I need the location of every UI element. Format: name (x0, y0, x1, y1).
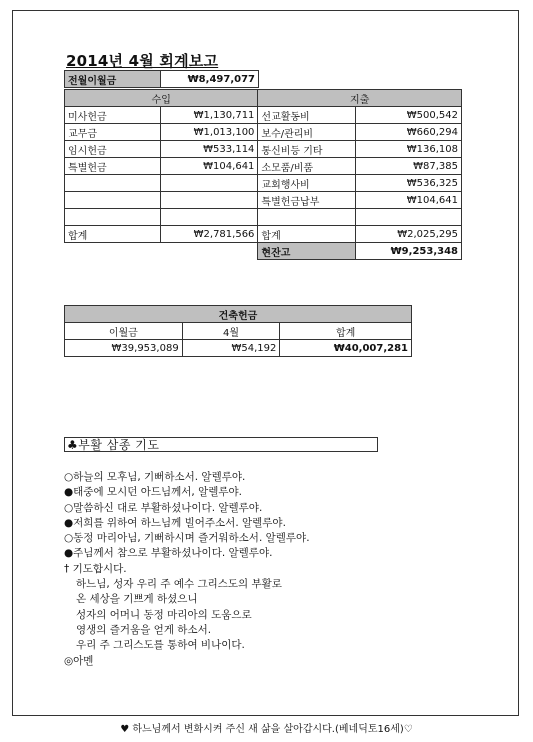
income-amount: ₩104,641 (160, 158, 258, 175)
empty-cell (65, 175, 161, 192)
empty-cell (356, 209, 462, 226)
table-row (65, 209, 462, 226)
expense-label: 통신비등 기타 (258, 141, 356, 158)
expense-label: 교회행사비 (258, 175, 356, 192)
empty-cell (160, 192, 258, 209)
building-header: 4월 (182, 323, 280, 340)
building-total: ₩40,007,281 (280, 340, 412, 357)
prayer-line: 우리 주 그리스도를 통하여 비나이다. (76, 639, 245, 652)
carryover-amount: ₩8,497,077 (161, 71, 259, 88)
building-fund-table (64, 305, 412, 357)
prayer-line: 영생의 즐거움을 얻게 하소서. (76, 623, 212, 636)
expense-total-label: 합계 (258, 226, 356, 243)
income-amount: ₩533,114 (160, 141, 258, 158)
empty-cell (160, 209, 258, 226)
table-row (65, 141, 462, 158)
table-row (65, 124, 462, 141)
prayer-text (64, 470, 310, 669)
prayer-title: ♣부활 삼종 기도 (64, 437, 378, 452)
prayer-line: 온 세상을 기쁘게 하셨으니 (76, 593, 198, 606)
prayer-line: 하느님, 성자 우리 주 예수 그리스도의 부활로 (76, 578, 282, 591)
income-label: 특별헌금 (65, 158, 161, 175)
income-amount: ₩1,130,711 (160, 107, 258, 124)
building-value: ₩54,192 (182, 340, 280, 357)
prayer-line: 성자의 어머니 동정 마리아의 도움으로 (76, 608, 252, 621)
building-header: 이월금 (65, 323, 183, 340)
table-row (65, 158, 462, 175)
expense-amount: ₩104,641 (356, 192, 462, 209)
building-fund-title: 건축헌금 (65, 306, 412, 323)
empty-cell (65, 209, 161, 226)
expense-label: 보수/관리비 (258, 124, 356, 141)
prayer-line: ○말씀하신 대로 부활하셨나이다. 알렐루야. (64, 501, 263, 514)
empty-cell (65, 192, 161, 209)
income-label: 임시헌금 (65, 141, 161, 158)
empty-cell (160, 175, 258, 192)
table-row (65, 175, 462, 192)
balance-row (65, 243, 462, 260)
empty-cell (258, 209, 356, 226)
expense-amount: ₩136,108 (356, 141, 462, 158)
prayer-line: ○하늘의 모후님, 기뻐하소서. 알렐루야. (64, 471, 246, 483)
footer-quote: ♥ 하느님께서 변화시켜 주신 새 삶을 살아갑시다.(베네딕토16세)♡ (120, 724, 413, 735)
carryover-label: 전월이월금 (65, 71, 161, 88)
income-label: 교무금 (65, 124, 161, 141)
expense-amount: ₩500,542 (356, 107, 462, 124)
expense-amount: ₩660,294 (356, 124, 462, 141)
table-row (65, 107, 462, 124)
carryover-table (64, 70, 259, 88)
table-row (65, 192, 462, 209)
total-row (65, 226, 462, 243)
prayer-line: † 기도합시다. (64, 562, 127, 575)
expense-label: 소모품/비품 (258, 158, 356, 175)
balance-label: 현잔고 (258, 243, 356, 260)
prayer-line: ●주님께서 참으로 부활하셨나이다. 알렐루야. (64, 547, 273, 560)
prayer-line: ◎아멘 (64, 654, 94, 667)
building-value: ₩39,953,089 (65, 340, 183, 357)
building-header: 합계 (280, 323, 412, 340)
blank-cell (65, 243, 161, 260)
income-total: ₩2,781,566 (160, 226, 258, 243)
expense-amount: ₩536,325 (356, 175, 462, 192)
ledger-table (64, 89, 462, 260)
income-amount: ₩1,013,100 (160, 124, 258, 141)
prayer-line: ●저희를 위하여 하느님께 빌어주소서. 알렐루야. (64, 516, 286, 529)
expense-header: 지출 (258, 90, 462, 107)
prayer-line: ○동정 마리아님, 기뻐하시며 즐거워하소서. 알렐루야. (64, 532, 310, 545)
balance-amount: ₩9,253,348 (356, 243, 462, 260)
income-label: 미사헌금 (65, 107, 161, 124)
blank-cell (160, 243, 258, 260)
expense-total: ₩2,025,295 (356, 226, 462, 243)
income-total-label: 합계 (65, 226, 161, 243)
expense-label: 선교활동비 (258, 107, 356, 124)
expense-amount: ₩87,385 (356, 158, 462, 175)
expense-label: 특별헌금납부 (258, 192, 356, 209)
prayer-line: ●태중에 모시던 아드님께서, 알렐루야. (64, 486, 242, 499)
income-header: 수입 (65, 90, 258, 107)
report-title: 2014년 4월 회계보고 (66, 52, 219, 70)
